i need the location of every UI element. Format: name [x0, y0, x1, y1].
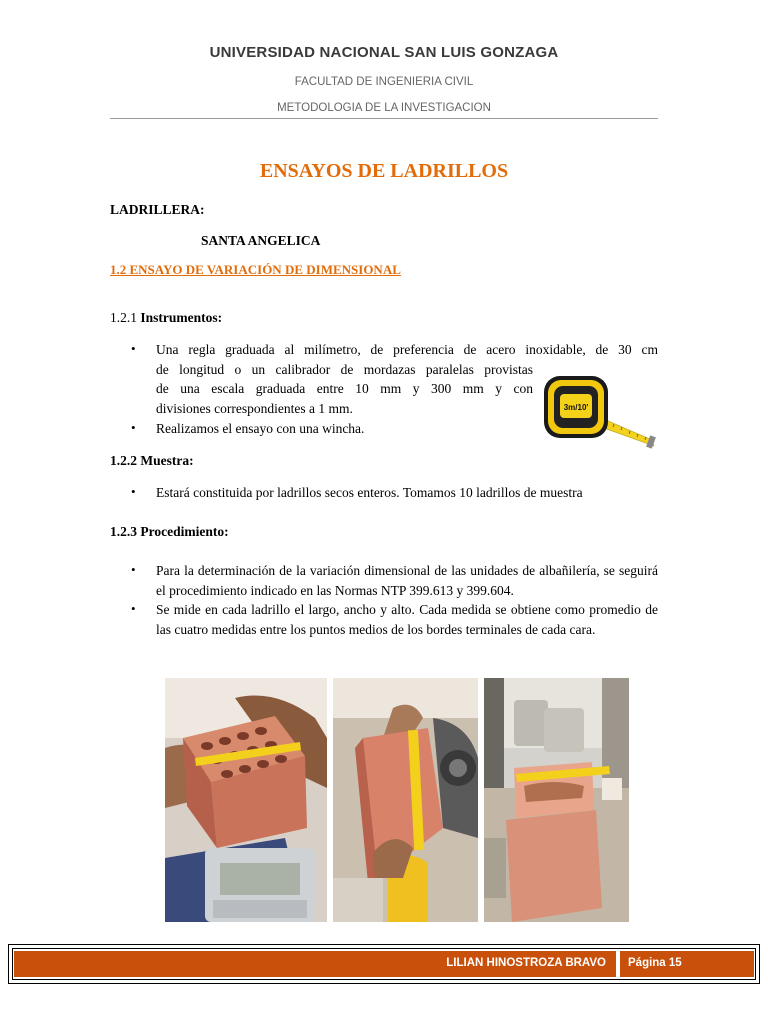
bullet-icon: •	[131, 562, 136, 577]
instrumentos-bullet1-line3: de una escala graduada entre 10 mm y 300 mm y con	[156, 381, 533, 396]
bullet-icon: •	[131, 341, 136, 356]
photo-brick-measure-3	[484, 678, 629, 922]
ladrillera-label: LADRILLERA:	[110, 202, 205, 217]
instrumentos-bullet2: Realizamos el ensayo con una wincha.	[156, 421, 365, 436]
faculty-name: FACULTAD DE INGENIERIA CIVIL	[294, 76, 474, 88]
ladrillera-name: SANTA ANGELICA	[201, 233, 321, 248]
photo-brick-measure-2	[333, 678, 478, 922]
instrumentos-bullet1-line2: de longitud o un calibrador de mordazas paralelas provistas	[156, 361, 533, 377]
procedimiento-bullet1: Para la determinación de la variación dimensional de las unidades de albañilería, se seguirá el procedimiento indicado en las Normas NTP 399.613 y 399.604.	[156, 563, 658, 598]
muestra-bullet1: Estará constituida por ladrillos secos enteros. Tomamos 10 ladrillos de muestra	[156, 485, 583, 500]
instrumentos-heading	[110, 308, 222, 328]
tape-measure-image	[540, 370, 660, 452]
footer-author: LILIAN HINOSTROZA BRAVO	[446, 957, 606, 969]
bullet-icon: •	[131, 420, 136, 435]
course-name: METODOLOGIA DE LA INVESTIGACION	[277, 102, 491, 114]
instrumentos-title: Instrumentos:	[140, 310, 223, 325]
university-name: UNIVERSIDAD NACIONAL SAN LUIS GONZAGA	[209, 44, 559, 61]
instrumentos-number: 1.2.1	[110, 310, 141, 325]
instrumentos-bullet1-line4: divisiones correspondientes a 1 mm.	[156, 400, 353, 416]
bullet-icon: •	[131, 484, 136, 499]
photo-brick-measure-1	[165, 678, 327, 922]
instrumentos-bullet1-line1: Una regla graduada al milímetro, de preferencia de acero inoxidable, de 30 cm	[156, 342, 658, 357]
header-divider	[110, 118, 658, 119]
muestra-heading: 1.2.2 Muestra:	[110, 453, 194, 468]
procedimiento-bullet2: Se mide en cada ladrillo el largo, ancho y alto. Cada medida se obtiene como promedio de las cuatro medidas entre los puntos medios de los bordes terminales de cada cara.	[156, 602, 658, 637]
page-title: ENSAYOS DE LADRILLOS	[259, 160, 509, 182]
procedimiento-heading: 1.2.3 Procedimiento:	[110, 524, 229, 539]
bullet-icon: •	[131, 601, 136, 616]
section-heading: 1.2 ENSAYO DE VARIACIÓN DE DIMENSIONAL	[110, 262, 401, 277]
footer-page-number: Página 15	[628, 957, 682, 969]
tape-logo-text: 3m/10'	[563, 403, 589, 412]
